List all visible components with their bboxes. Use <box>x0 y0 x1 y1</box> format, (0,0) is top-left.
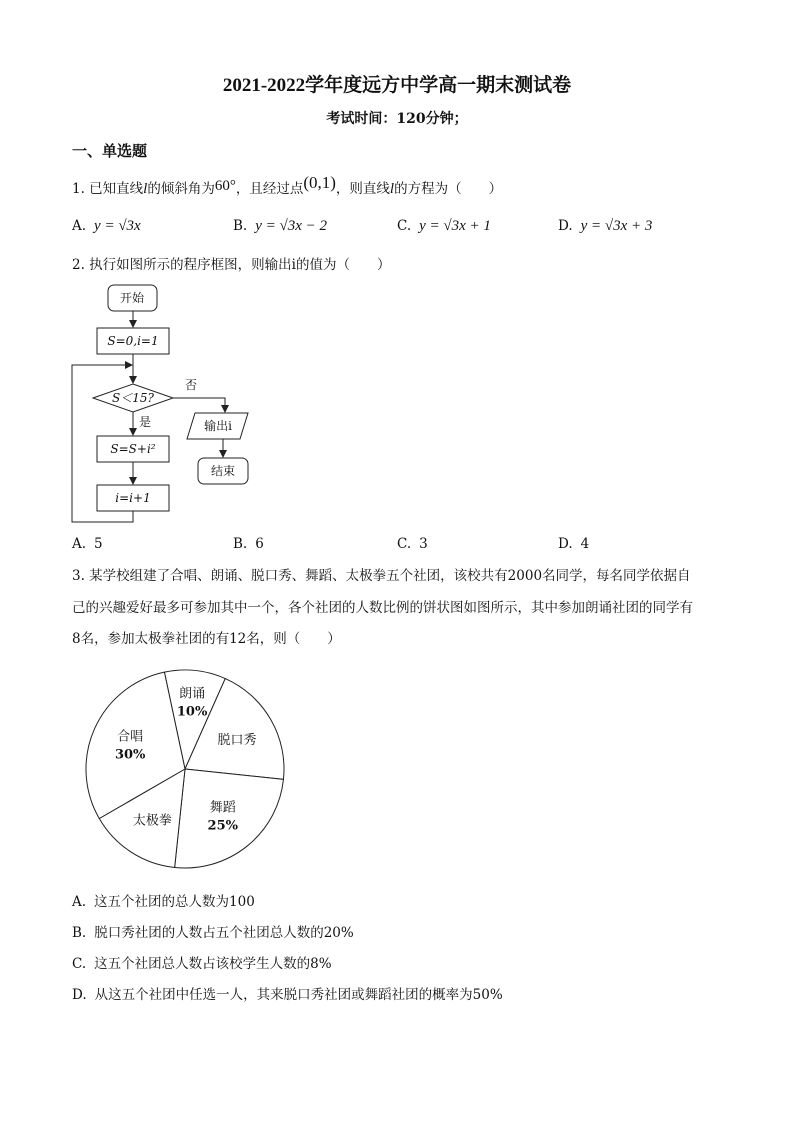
pie-label-2: 舞蹈 <box>209 800 236 816</box>
pie-chart <box>80 664 290 874</box>
flow-no-label: 否 <box>185 378 198 392</box>
flow-start-label: 开始 <box>119 291 145 305</box>
pie-label-0: 朗诵 <box>179 686 206 702</box>
q1-option-d[interactable]: D. y = √3x + 3 <box>558 218 653 234</box>
flow-condition-label: S＜15? <box>112 391 154 405</box>
q2-option-c[interactable]: C. 3 <box>397 536 428 552</box>
q1-var-l2: l <box>389 181 395 197</box>
q1-option-a[interactable]: A. y = √3x <box>72 218 141 234</box>
pie-value-4: 30% <box>114 747 146 763</box>
flow-end-label: 结束 <box>210 464 236 478</box>
exam-time: 考试时间：120分钟； <box>326 111 468 127</box>
question-2: 2. 执行如图所示的程序框图，则输出i的值为（ ） <box>72 257 391 273</box>
q3-option-d[interactable]: D. 从这五个社团中任选一人，其来脱口秀社团或舞蹈社团的概率为50% <box>72 987 503 1003</box>
q1-option-c[interactable]: C. y = √3x + 1 <box>397 218 491 234</box>
q2-option-b[interactable]: B. 6 <box>233 536 264 552</box>
q2-option-d[interactable]: D. 4 <box>558 536 590 552</box>
pie-label-4: 合唱 <box>117 729 144 745</box>
question-1 <box>72 173 503 199</box>
q2-option-a[interactable]: A. 5 <box>72 536 103 552</box>
question-3-line-2: 己的兴趣爱好最多可参加其中一个，各个社团的人数比例的饼状图如图所示，其中参加朗诵社团的同学有 <box>72 600 693 616</box>
flow-arrow-no-branch <box>173 398 225 412</box>
flow-yes-label: 是 <box>139 415 152 429</box>
pie-label-1: 脱口秀 <box>217 733 257 748</box>
q3-option-c[interactable]: C. 这五个社团总人数占该校学生人数的8% <box>72 956 332 972</box>
q1-point: (0,1) <box>303 173 336 192</box>
section-heading: 一、单选题 <box>72 142 148 160</box>
page-title: 2021-2022学年度远方中学高一期末测试卷 <box>222 75 572 96</box>
question-3-line-1: 3. 某学校组建了合唱、朗诵、脱口秀、舞蹈、太极拳五个社团，该校共有2000名同学，每名同学依据自 <box>72 568 691 584</box>
q1-option-b[interactable]: B. y = √3x − 2 <box>233 218 328 234</box>
flow-output-label: 输出i <box>204 419 232 433</box>
q3-option-a[interactable]: A. 这五个社团的总人数为100 <box>72 894 255 910</box>
q3-option-b[interactable]: B. 脱口秀社团的人数占五个社团总人数的20% <box>72 925 354 941</box>
q1-text-mid1: 的倾斜角为 <box>147 181 215 197</box>
pie-value-0: 10% <box>176 704 208 720</box>
pie-value-2: 25% <box>207 818 238 834</box>
q1-text-pre: 1. 已知直线 <box>72 181 144 197</box>
q1-text-mid2: ，且经过点 <box>235 181 304 197</box>
flow-init-label: S=0,i=1 <box>107 334 159 348</box>
question-3-line-3: 8名，参加太极拳社团的有12名，则（ ） <box>72 631 341 647</box>
q1-text-post: 的方程为（ ） <box>394 181 503 197</box>
q1-text-mid3: ，则直线 <box>335 181 390 197</box>
pie-label-3: 太极拳 <box>132 813 172 829</box>
q1-var-l: l <box>143 181 148 197</box>
q1-angle: 60° <box>214 178 236 194</box>
flow-update-label: S=S+i² <box>110 442 156 456</box>
flowchart <box>65 282 365 532</box>
flow-increment-label: i=i+1 <box>115 491 151 505</box>
